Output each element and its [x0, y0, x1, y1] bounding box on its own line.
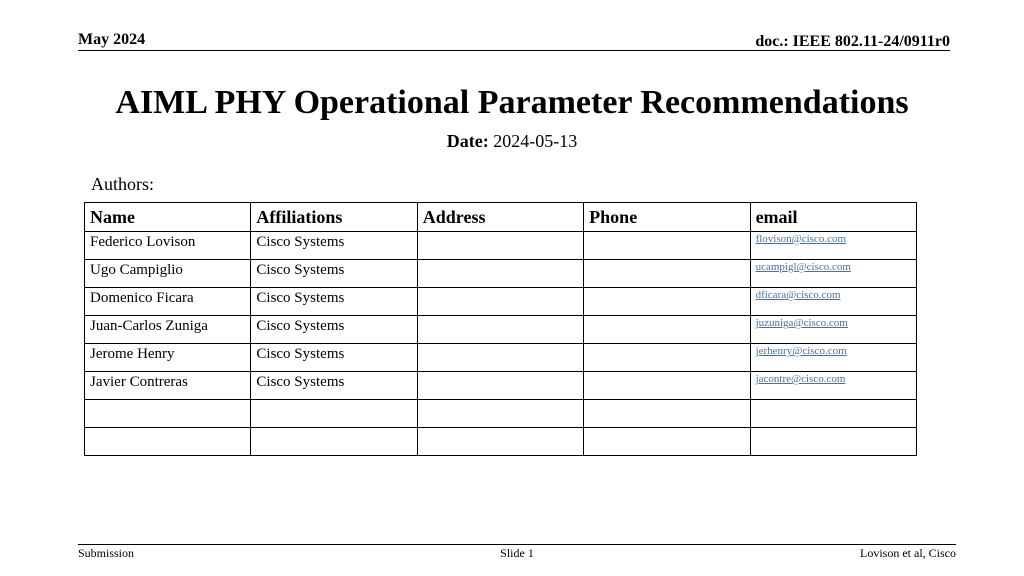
author-name: Domenico Ficara: [85, 288, 251, 316]
author-address: [417, 372, 583, 400]
author-phone: [584, 372, 750, 400]
slide-title: AIML PHY Operational Parameter Recommendations: [115, 84, 909, 121]
column-header-email: email: [750, 203, 916, 232]
table-row: [85, 372, 917, 400]
author-phone: [584, 232, 750, 260]
author-email-link: [750, 400, 916, 428]
header-doc-id: doc.: IEEE 802.11-24/0911r0: [755, 33, 950, 50]
author-email-link[interactable]: flovison@cisco.com: [750, 232, 916, 260]
author-affiliation: Cisco Systems: [251, 316, 417, 344]
authors-table: [84, 202, 917, 456]
author-address: [417, 428, 583, 456]
author-name: Juan-Carlos Zuniga: [85, 316, 251, 344]
table-row: [85, 232, 917, 260]
author-phone: [584, 400, 750, 428]
date-value: 2024-05-13: [493, 131, 578, 151]
date-line: [0, 130, 1024, 152]
author-email-link[interactable]: dficara@cisco.com: [750, 288, 916, 316]
footer-authors: Lovison et al, Cisco: [860, 546, 956, 560]
author-affiliation: [251, 400, 417, 428]
table-row: [85, 344, 917, 372]
column-header-phone: Phone: [584, 203, 750, 232]
footer-slide-number: Slide 1: [500, 546, 534, 560]
author-email-link[interactable]: jacontre@cisco.com: [750, 372, 916, 400]
author-name: Federico Lovison: [85, 232, 251, 260]
table-row: [85, 400, 917, 428]
author-phone: [584, 344, 750, 372]
author-phone: [584, 428, 750, 456]
author-affiliation: Cisco Systems: [251, 344, 417, 372]
author-name: [85, 400, 251, 428]
author-affiliation: Cisco Systems: [251, 232, 417, 260]
author-name: Javier Contreras: [85, 372, 251, 400]
author-affiliation: [251, 428, 417, 456]
author-name: [85, 428, 251, 456]
author-email-link: [750, 428, 916, 456]
footer-submission: Submission: [78, 546, 135, 560]
author-phone: [584, 260, 750, 288]
author-affiliation: Cisco Systems: [251, 260, 417, 288]
author-affiliation: Cisco Systems: [251, 288, 417, 316]
author-address: [417, 260, 583, 288]
author-email-link[interactable]: juzuniga@cisco.com: [750, 316, 916, 344]
column-header-name: Name: [85, 203, 251, 232]
author-address: [417, 400, 583, 428]
authors-label: Authors:: [91, 174, 154, 194]
author-name: Ugo Campiglio: [85, 260, 251, 288]
author-address: [417, 232, 583, 260]
table-row: [85, 428, 917, 456]
author-email-link[interactable]: ucampigl@cisco.com: [750, 260, 916, 288]
author-phone: [584, 288, 750, 316]
table-row: [85, 260, 917, 288]
header-date: May 2024: [78, 31, 146, 48]
column-header-address: Address: [417, 203, 583, 232]
author-address: [417, 288, 583, 316]
author-affiliation: Cisco Systems: [251, 372, 417, 400]
author-address: [417, 344, 583, 372]
author-email-link[interactable]: jerhenry@cisco.com: [750, 344, 916, 372]
author-address: [417, 316, 583, 344]
author-phone: [584, 316, 750, 344]
table-row: [85, 316, 917, 344]
table-header-row: [85, 203, 917, 232]
date-label: Date:: [446, 131, 489, 151]
footer-divider: [78, 544, 956, 545]
header-divider: [78, 50, 950, 51]
author-name: Jerome Henry: [85, 344, 251, 372]
table-row: [85, 288, 917, 316]
column-header-affiliations: Affiliations: [251, 203, 417, 232]
